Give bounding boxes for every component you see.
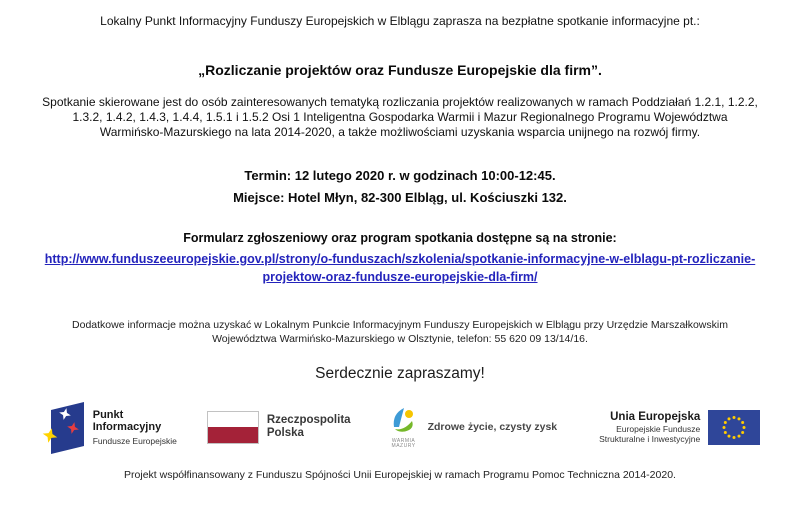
meeting-title: „Rozliczanie projektów oraz Fundusze Europejskie dla firm”. <box>198 62 602 78</box>
announcement-document <box>0 14 800 513</box>
location-line: Miejsce: Hotel Młyn, 82-300 Elbląg, ul. Kościuszki 132. <box>233 190 567 205</box>
footer-text: Projekt współfinansowany z Funduszu Spójności Unii Europejskiej w ramach Programu Pomoc Techniczna 2014-2020. <box>124 469 676 481</box>
warmia-mazury-emblem <box>389 406 419 449</box>
closing-text: Serdecznie zapraszamy! <box>315 365 485 382</box>
eu-logo-line3: Strukturalne i Inwestycyjne <box>599 433 701 444</box>
eu-logo-line2: Europejskie Fundusze <box>616 423 701 434</box>
warmia-slogan: Zdrowe życie, czysty zysk <box>427 421 558 433</box>
fe-logo-line1: Punkt <box>92 408 124 421</box>
warmia-caption-line1: WARMIA <box>391 437 416 444</box>
logo-fundusze-europejskie <box>40 399 177 455</box>
poland-logo-line2: Polska <box>266 427 304 439</box>
fe-logo-text <box>93 409 177 446</box>
logo-rzeczpospolita-polska <box>207 411 351 444</box>
poland-logo-line1: Rzeczpospolita <box>266 414 351 426</box>
registration-link-line-1: http://www.funduszeeuropejskie.gov.pl/strony/o-funduszach/szkolenia/spotkanie-informacyjne-w-elblagu-pt-rozliczanie- <box>44 252 756 266</box>
logo-row <box>0 398 800 456</box>
poland-logo-text <box>267 414 351 440</box>
date-line: Termin: 12 lutego 2020 r. w godzinach 10:00-12:45. <box>244 168 556 183</box>
eu-logo-text <box>599 411 700 444</box>
eu-logo-line1: Unia Europejska <box>610 410 701 423</box>
logo-warmia-mazury <box>389 406 558 449</box>
logo-unia-europejska <box>599 410 760 445</box>
eu-flag-icon <box>708 410 760 445</box>
additional-info-text: Dodatkowe informacje można uzyskać w Lokalnym Punkcie Informacyjnym Funduszy Europejskich w Elblągu przy Urzędzie Marszałkowskim Województwa Warmińsko-Mazurskiego w Olsztynie, telefon: 55 620 09 13/14/16. <box>72 319 728 345</box>
warmia-mazury-icon <box>389 406 419 439</box>
fe-logo-line2: Informacyjny <box>92 420 162 433</box>
registration-link[interactable] <box>0 250 800 286</box>
description-text: Spotkanie skierowane jest do osób zainteresowanych tematyką rozliczania projektów realizowanych w ramach Poddziałań 1.2.1, 1.2.2, 1.3.2, 1.4.2, 1.4.3, 1.4.4, 1.5.1 i 1.5.2 Osi 1 Inteligentna Gospodarka Warmii i Mazur Regionalnego Programu Województwa Warmińsko-Mazurskiego na lata 2014-2020, a także możliwościami uzyskania wsparcia unijnego na rozwój firmy. <box>42 95 758 139</box>
fe-logo-line3: Fundusze Europejskie <box>92 435 177 446</box>
fe-flag-icon <box>40 399 86 455</box>
poland-flag-icon <box>207 411 259 444</box>
form-info-line: Formularz zgłoszeniowy oraz program spotkania dostępne są na stronie: <box>183 231 617 245</box>
registration-link-line-2: projektow-oraz-fundusze-europejskie-dla-firm/ <box>262 270 538 284</box>
warmia-caption-line2: MAZURY <box>391 442 416 449</box>
intro-text: Lokalny Punkt Informacyjny Funduszy Europejskich w Elblągu zaprasza na bezpłatne spotkanie informacyjne pt.: <box>100 14 700 28</box>
